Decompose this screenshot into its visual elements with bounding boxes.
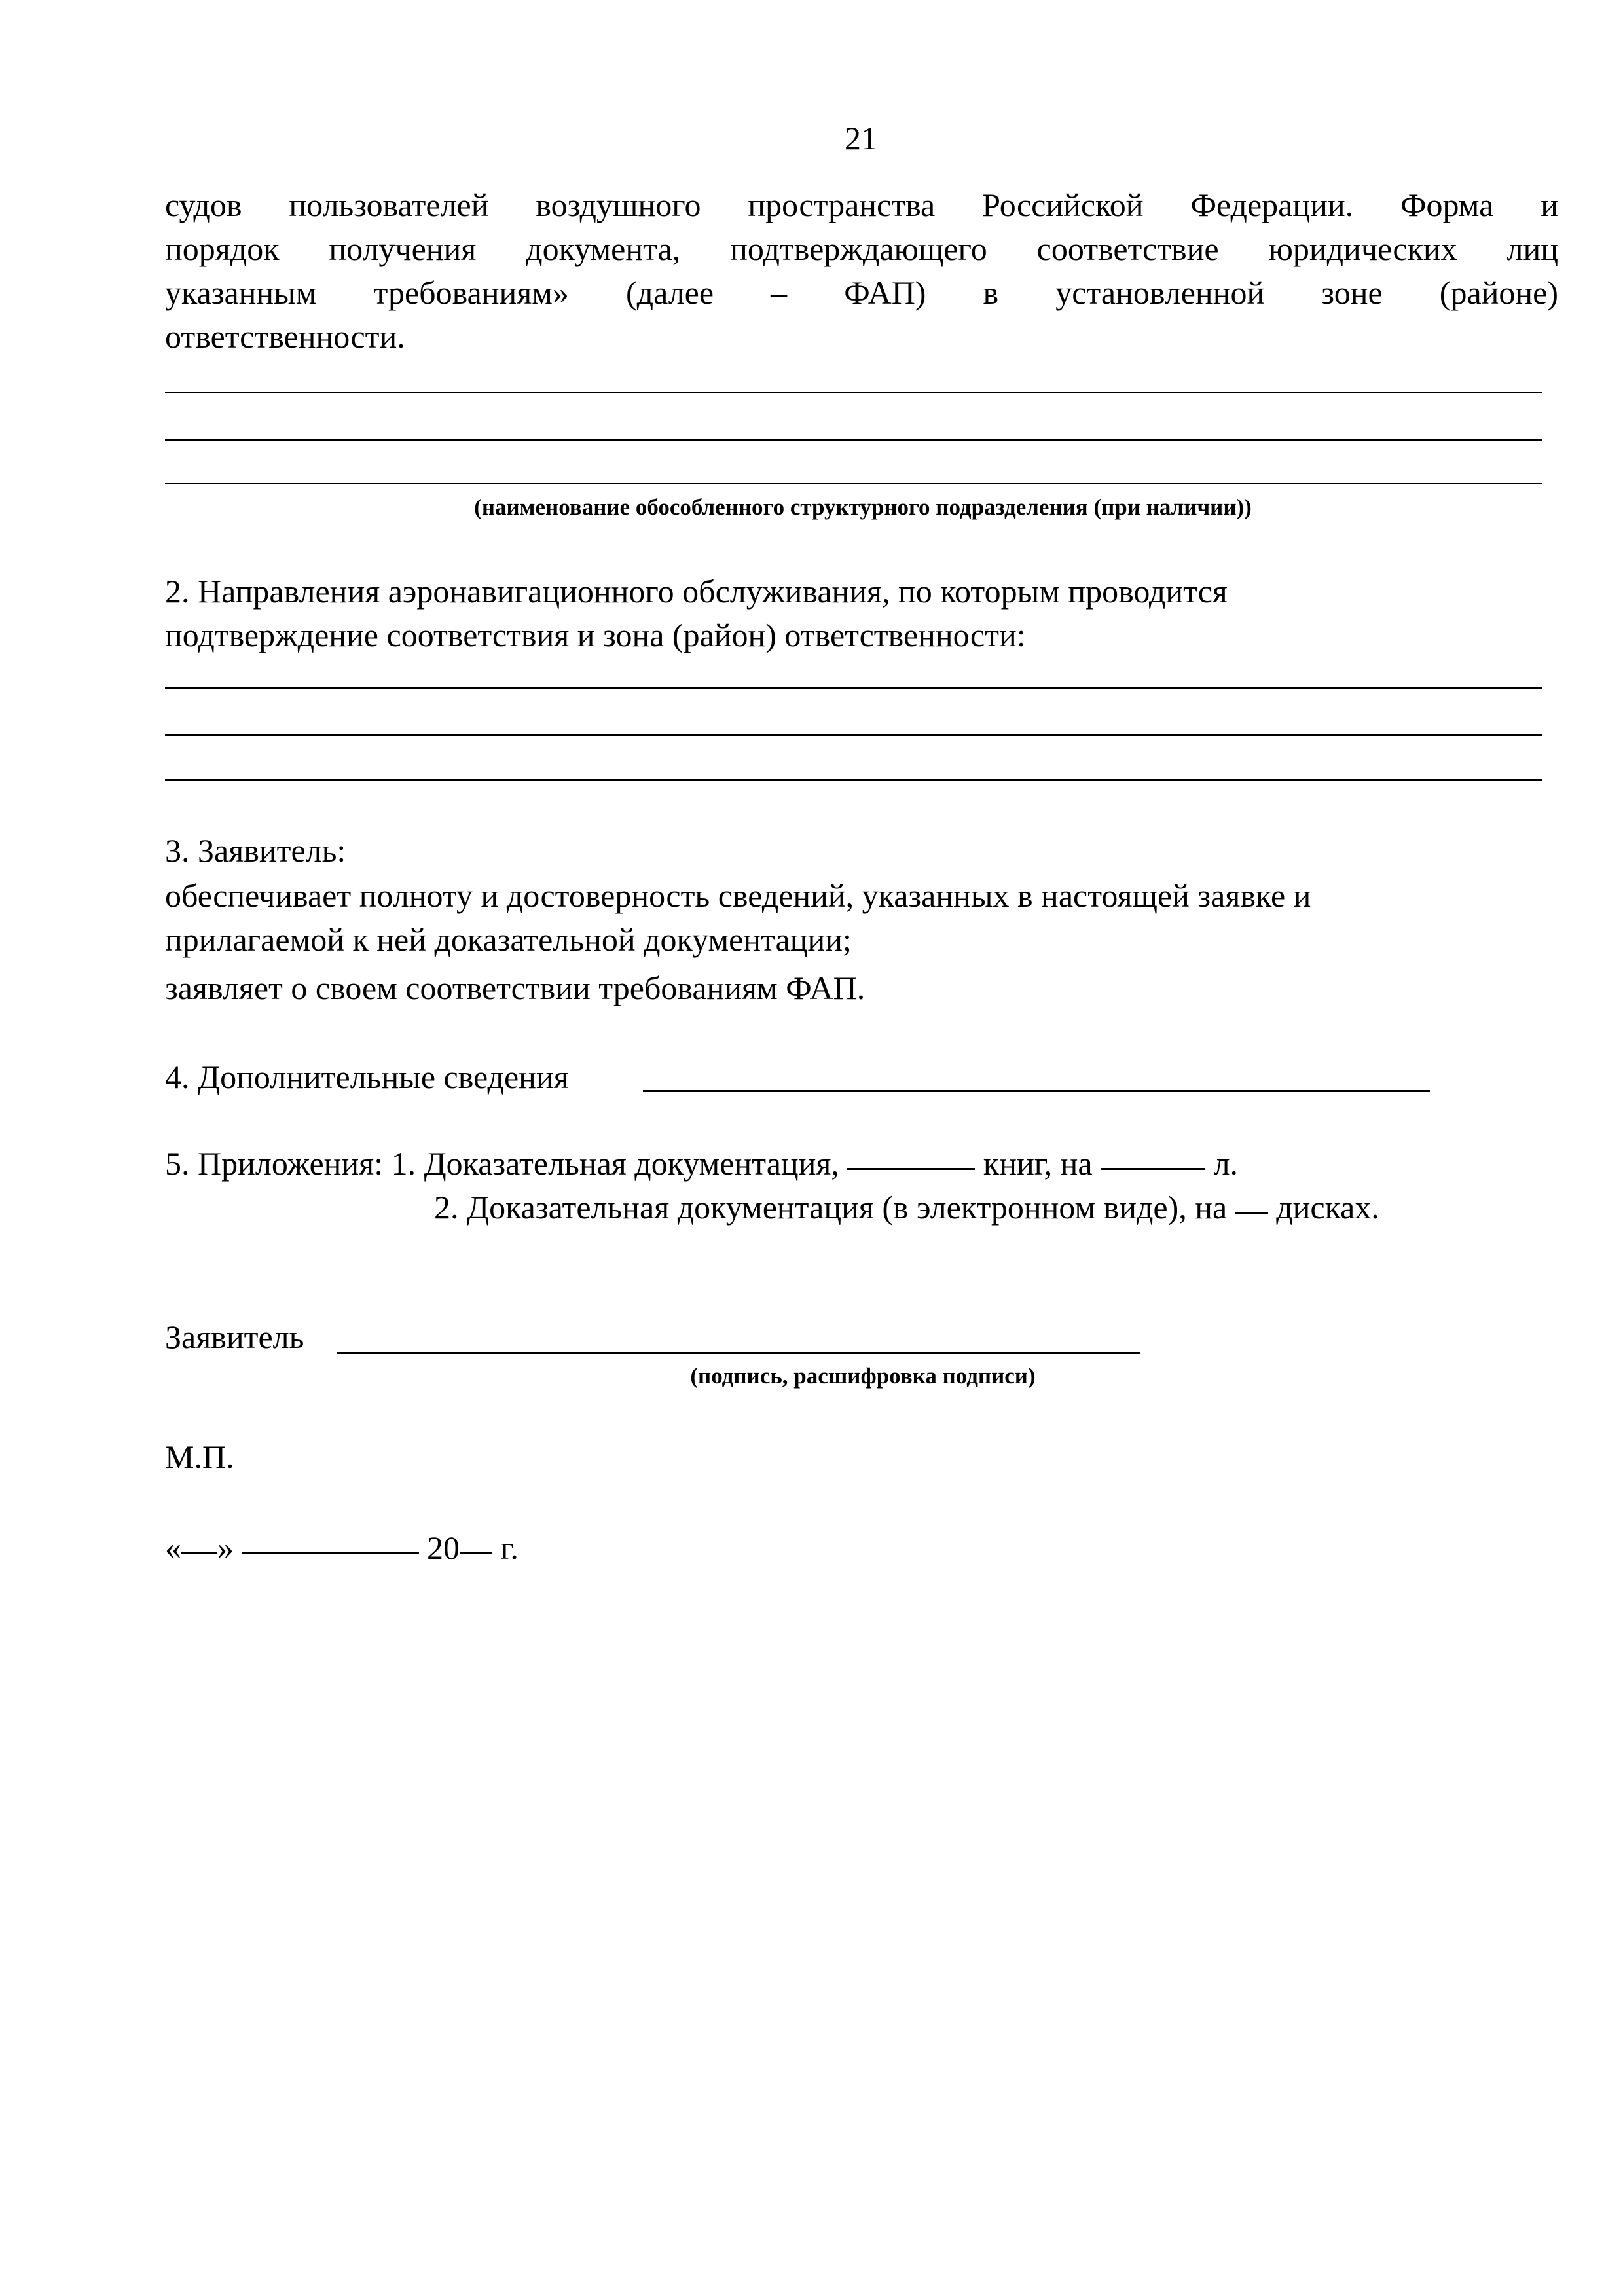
section2-line: 2. Направления аэронавигационного обслуживания, по которым проводится [165,573,1228,610]
subdivision-blank-line [165,439,1542,441]
applicant-label: Заявитель [165,1319,304,1355]
subdivision-blank-line [165,483,1542,484]
subdivision-blank-line [165,392,1542,393]
intro-line: указанным требованиям» (далее – ФАП) в установленной зоне (районе) [165,274,1558,311]
intro-line: порядок получения документа, подтверждающего соответствие юридических лиц [165,230,1558,267]
disks-count-blank [1235,1179,1268,1214]
section4-blank-line [643,1090,1430,1092]
attachment-1-text: 1. Доказательная документация, [391,1145,839,1182]
year-suffix: г. [500,1529,519,1566]
section5-line2 [434,1184,1379,1230]
section2-blank-line [165,779,1542,781]
date-close-quote: » [217,1529,234,1566]
date-line [165,1524,519,1570]
day-blank [181,1520,217,1554]
intro-line: ответственности. [165,318,405,355]
section5-line1 [165,1140,1238,1186]
attachment-2-text: 2. Доказательная документация (в электронном виде), на [434,1189,1228,1226]
section3-line: 3. Заявитель: [165,832,346,869]
section4-label: 4. Дополнительные сведения [165,1059,569,1095]
section2-line: подтверждение соответствия и зона (район) ответственности: [165,617,1026,653]
section3-line: прилагаемой к ней доказательной документации; [165,921,852,958]
section3-line: заявляет о своем соответствии требованиям ФАП. [165,970,866,1006]
section3-line: обеспечивает полноту и достоверность сведений, указанных в настоящей заявке и [165,877,1311,914]
signature-caption: (подпись, расшифровка подписи) [690,1363,1036,1389]
page-number: 21 [845,120,877,156]
date-open-quote: « [165,1529,181,1566]
signature-line [337,1352,1140,1354]
attachment-1-books: книг, на [983,1145,1093,1182]
section5-label: 5. Приложения: [165,1145,384,1182]
attachment-1-sheets: л. [1213,1145,1239,1182]
attachment-2-disks: дисках. [1276,1189,1379,1226]
year-prefix: 20 [427,1529,460,1566]
stamp-place: М.П. [165,1438,234,1475]
subdivision-caption: (наименование обособленного структурного подразделения (при наличии)) [474,494,1252,520]
section2-blank-line [165,687,1542,689]
intro-line: судов пользователей воздушного пространства Российской Федерации. Форма и [165,187,1558,223]
section2-blank-line [165,734,1542,736]
month-blank [242,1520,419,1554]
sheets-count-blank [1101,1135,1205,1170]
books-count-blank [847,1135,975,1170]
year-blank [460,1520,492,1554]
